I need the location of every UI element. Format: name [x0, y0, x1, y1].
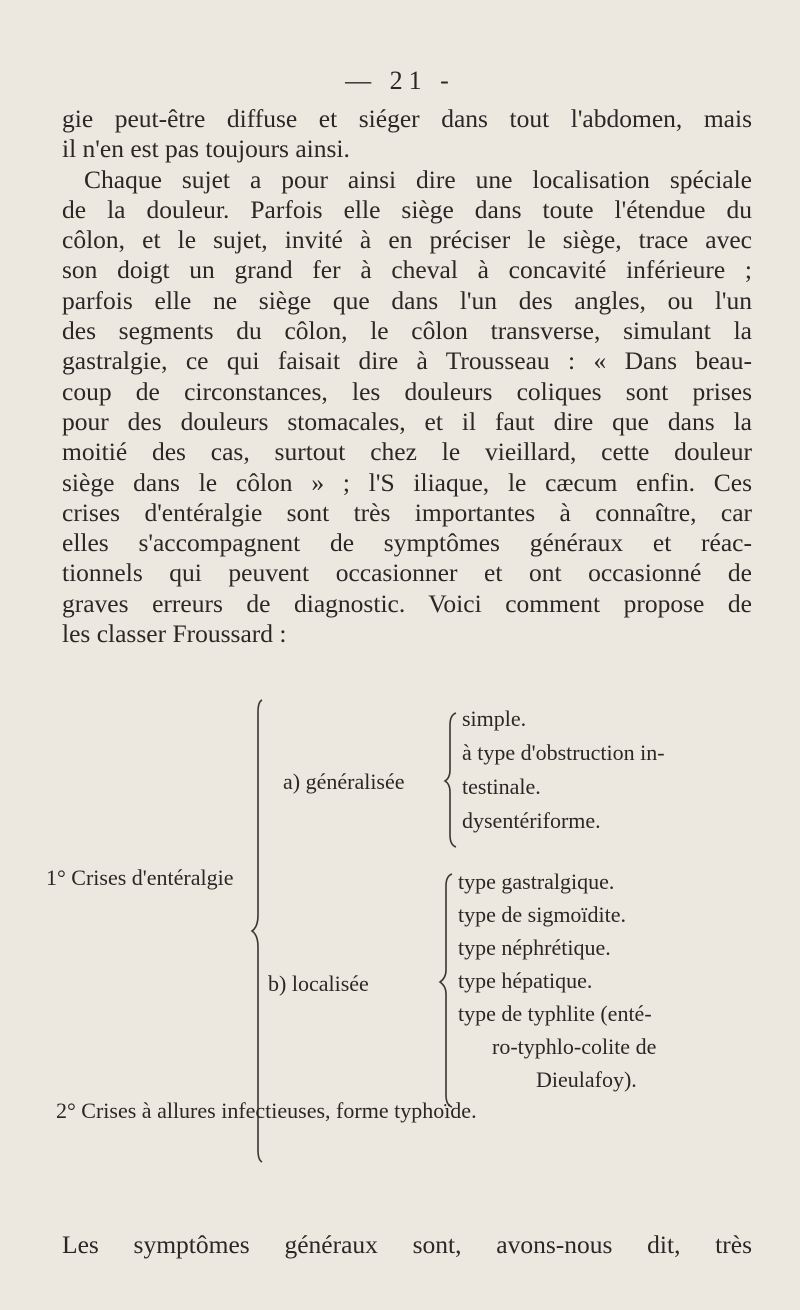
text-line: les classer Froussard :	[62, 619, 287, 649]
a-item: à type d'obstruction in-	[462, 740, 665, 765]
footer-line: Les symptômes généraux sont, avons-nous dit, très	[62, 1230, 752, 1259]
main-label: 1° Crises d'entéralgie	[46, 865, 234, 890]
brace-b	[440, 874, 452, 1107]
second-item: 2° Crises à allures infectieuses, forme typhoïde.	[56, 1098, 477, 1123]
b-item: type gastralgique.	[458, 869, 615, 894]
text-line: son doigt un grand fer à cheval à concavité inférieure ;	[62, 255, 752, 285]
text-line: moitié des cas, surtout chez le vieillard, cette douleur	[62, 437, 752, 467]
text-line: côlon, et le sujet, invité à en préciser le siège, trace avec	[62, 225, 752, 255]
text-line: pour des douleurs stomacales, et il faut dire que dans la	[62, 406, 752, 436]
text-line: tionnels qui peuvent occasionner et ont occasionné de	[62, 558, 752, 588]
brace-a	[445, 713, 456, 847]
b-item: type de typhlite (enté-	[458, 1001, 652, 1026]
main-brace	[252, 700, 262, 1162]
body-paragraph	[62, 104, 752, 649]
text-line: gastralgie, ce qui faisait dire à Trousseau : « Dans beau-	[62, 346, 752, 376]
a-label: a) généralisée	[283, 769, 405, 794]
a-item: dysentériforme.	[462, 808, 601, 833]
b-item: type hépatique.	[458, 968, 593, 993]
text-line: des segments du côlon, le côlon transverse, simulant la	[62, 316, 752, 346]
text-line: siège dans le côlon » ; l'S iliaque, le cæcum enfin. Ces	[62, 467, 752, 497]
text-line: coup de circonstances, les douleurs coliques sont prises	[62, 376, 752, 406]
b-item: ro-typhlo-colite de	[492, 1034, 657, 1059]
text-line: Chaque sujet a pour ainsi dire une localisation spéciale	[84, 164, 752, 194]
a-item: simple.	[462, 706, 527, 731]
b-item: Dieulafoy).	[536, 1067, 637, 1092]
text-line: graves erreurs de diagnostic. Voici comment propose de	[62, 588, 752, 618]
b-item: type de sigmoïdite.	[458, 902, 627, 927]
text-line: crises d'entéralgie sont très importantes à connaître, car	[62, 497, 752, 527]
b-label: b) localisée	[268, 971, 369, 996]
text-line: gie peut-être diffuse et siéger dans tout l'abdomen, mais	[62, 104, 752, 133]
text-line: elles s'accompagnent de symptômes généraux et réac-	[62, 528, 752, 558]
b-item: type néphrétique.	[458, 935, 611, 960]
a-item: testinale.	[462, 774, 541, 799]
page-number: — 21 -	[345, 66, 455, 95]
text-line: de la douleur. Parfois elle siège dans toute l'étendue du	[62, 194, 752, 224]
text-line: parfois elle ne siège que dans l'un des angles, ou l'un	[62, 285, 752, 315]
text-line: il n'en est pas toujours ainsi.	[62, 134, 350, 164]
